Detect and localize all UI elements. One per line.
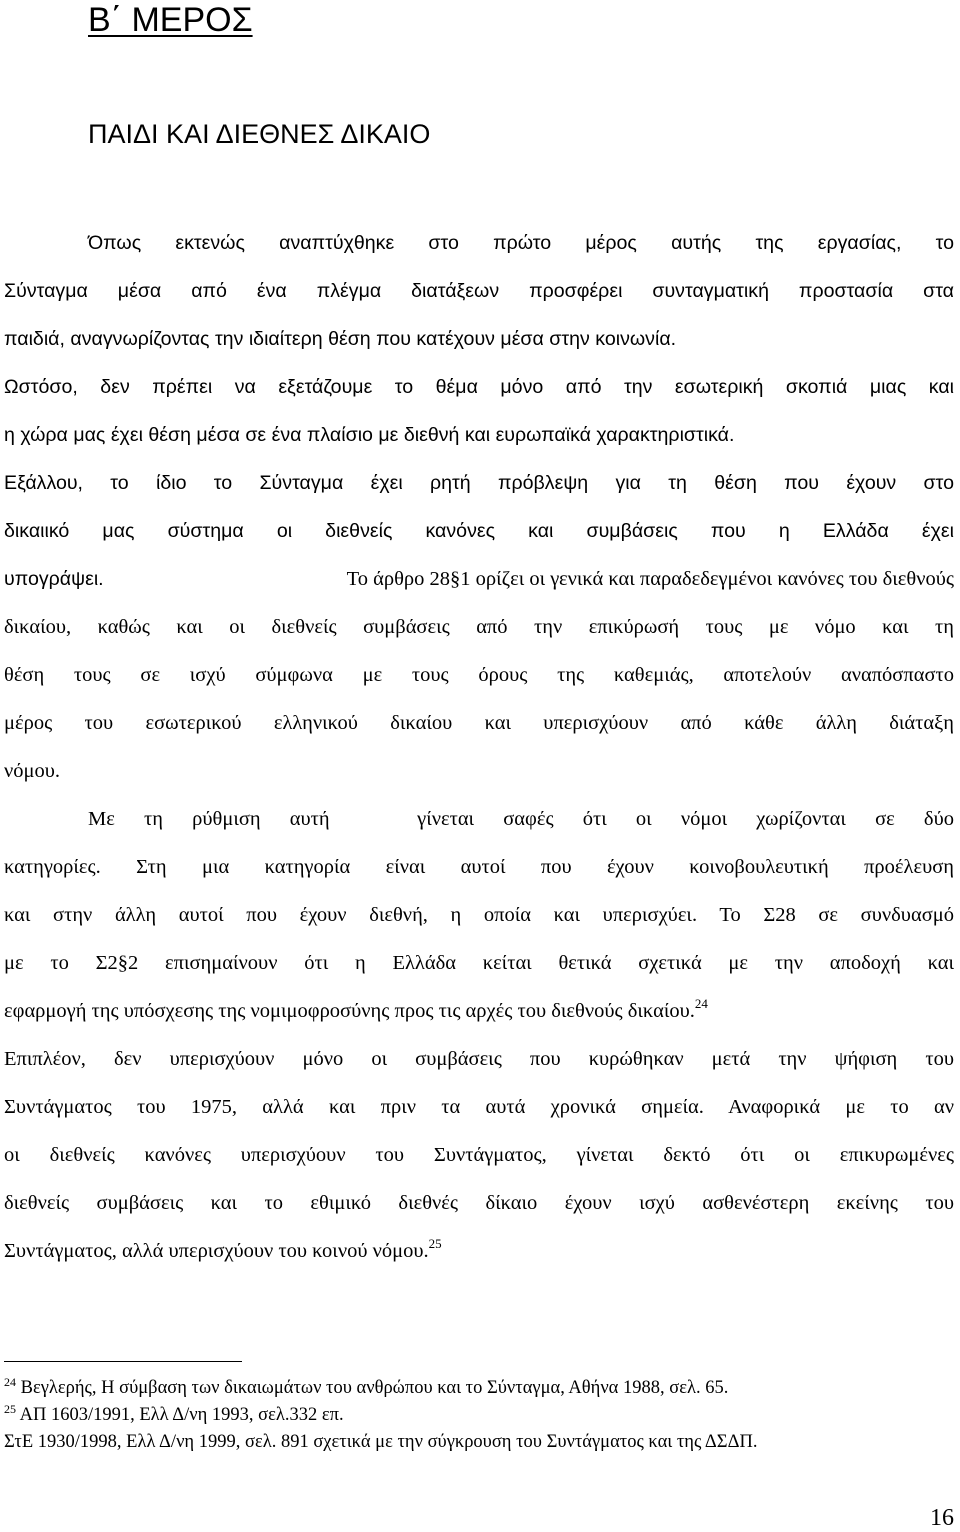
footnote-ref-25[interactable]: 25 [428,1236,442,1251]
paragraph-line: Σύνταγμα μέσα από ένα πλέγμα διατάξεων προσφέρει συνταγματική προστασία στα [4,280,954,302]
paragraph-line [4,565,954,593]
footnote-number: 24 [4,1375,16,1389]
paragraph-segment: Το άρθρο 28§1 ορίζει οι γενικά και παραδεδεγμένοι κανόνες του διεθνούς [346,568,954,590]
footnote-ref-24[interactable]: 24 [694,996,708,1011]
paragraph-line: Επιπλέον, δεν υπερισχύουν μόνο οι συμβάσεις που κυρώθηκαν μετά την ψήφιση του [4,1048,954,1070]
paragraph-text: εφαρμογή της υπόσχεσης της νομιμοφροσύνης προς τις αρχές του διεθνούς δικαίου. [4,1000,695,1022]
footnote-text: Βεγλερής, Η σύμβαση των δικαιωμάτων του ανθρώπου και το Σύνταγμα, Αθήνα 1988, σελ. 65. [20,1378,729,1398]
paragraph-line [4,997,954,1025]
footnote-24 [4,1376,728,1400]
paragraph-line: η χώρα μας έχει θέση μέσα σε ένα πλαίσιο με διεθνή και ευρωπαϊκά χαρακτηριστικά. [4,424,735,446]
footnote-text: ΑΠ 1603/1991, Ελλ Δ/νη 1993, σελ.332 επ. [19,1405,344,1425]
page-number: 16 [930,1505,954,1531]
footnote-continuation [4,1430,757,1454]
paragraph-line [4,1237,954,1265]
footnote-25 [4,1403,344,1427]
paragraph-line: Εξάλλου, το ίδιο το Σύνταγμα έχει ρητή πρόβλεψη για τη θέση που έχουν στο [4,472,954,494]
footnote-separator [4,1361,242,1362]
paragraph-line: και στην άλλη αυτοί που έχουν διεθνή, η οποία και υπερισχύει. Το Σ28 σε συνδυασμό [4,904,954,926]
footnote-text: ΣτΕ 1930/1998, Ελλ Δ/νη 1999, σελ. 891 σχετικά με την σύγκρουση του Συντάγματος και της ΔΣΔΠ. [4,1432,758,1452]
paragraph-line: δικαιικό μας σύστημα οι διεθνείς κανόνες και συμβάσεις που η Ελλάδα έχει [4,520,954,542]
paragraph-line: δικαίου, καθώς και οι διεθνείς συμβάσεις από την επικύρωσή τους με νόμο και τη [4,616,954,638]
paragraph-line: με το Σ2§2 επισημαίνουν ότι η Ελλάδα κείται θετικά σχετικά με την αποδοχή και [4,952,954,974]
footnote-number: 25 [4,1402,16,1416]
paragraph-line: οι διεθνείς κανόνες υπερισχύουν του Συντάγματος, γίνεται δεκτό ότι οι επικυρωμένες [4,1144,954,1166]
paragraph-line: Όπως εκτενώς αναπτύχθηκε στο πρώτο μέρος αυτής της εργασίας, το [88,232,954,254]
part-title: Β΄ ΜΕΡΟΣ [88,1,253,39]
paragraph-line: Με τη ρύθμιση αυτή γίνεται σαφές ότι οι νόμοι χωρίζονται σε δύο [88,808,954,830]
paragraph-line: κατηγορίες. Στη μια κατηγορία είναι αυτοί που έχουν κοινοβουλευτική προέλευση [4,856,954,878]
paragraph-line: νόμου. [4,760,61,782]
paragraph-line: μέρος του εσωτερικού ελληνικού δικαίου και υπερισχύουν από κάθε άλλη διάταξη [4,712,954,734]
chapter-title: ΠΑΙΔΙ ΚΑΙ ΔΙΕΘΝΕΣ ΔΙΚΑΙΟ [88,119,431,149]
paragraph-segment: υπογράψει. [4,568,104,590]
paragraph-text: Συντάγματος, αλλά υπερισχύουν του κοινού νόμου. [4,1240,429,1262]
paragraph-line: διεθνείς συμβάσεις και το εθιμικό διεθνές δίκαιο έχουν ισχύ ασθενέστερη εκείνης του [4,1192,954,1214]
paragraph-line: θέση τους σε ισχύ σύμφωνα με τους όρους της καθεμιάς, αποτελούν αναπόσπαστο [4,664,954,686]
paragraph-line: Συντάγματος του 1975, αλλά και πριν τα αυτά χρονικά σημεία. Αναφορικά με το αν [4,1096,954,1118]
paragraph-line: Ωστόσο, δεν πρέπει να εξετάζουμε το θέμα μόνο από την εσωτερική σκοπιά μιας και [4,376,954,398]
paragraph-line: παιδιά, αναγνωρίζοντας την ιδιαίτερη θέση που κατέχουν μέσα στην κοινωνία. [4,328,677,350]
